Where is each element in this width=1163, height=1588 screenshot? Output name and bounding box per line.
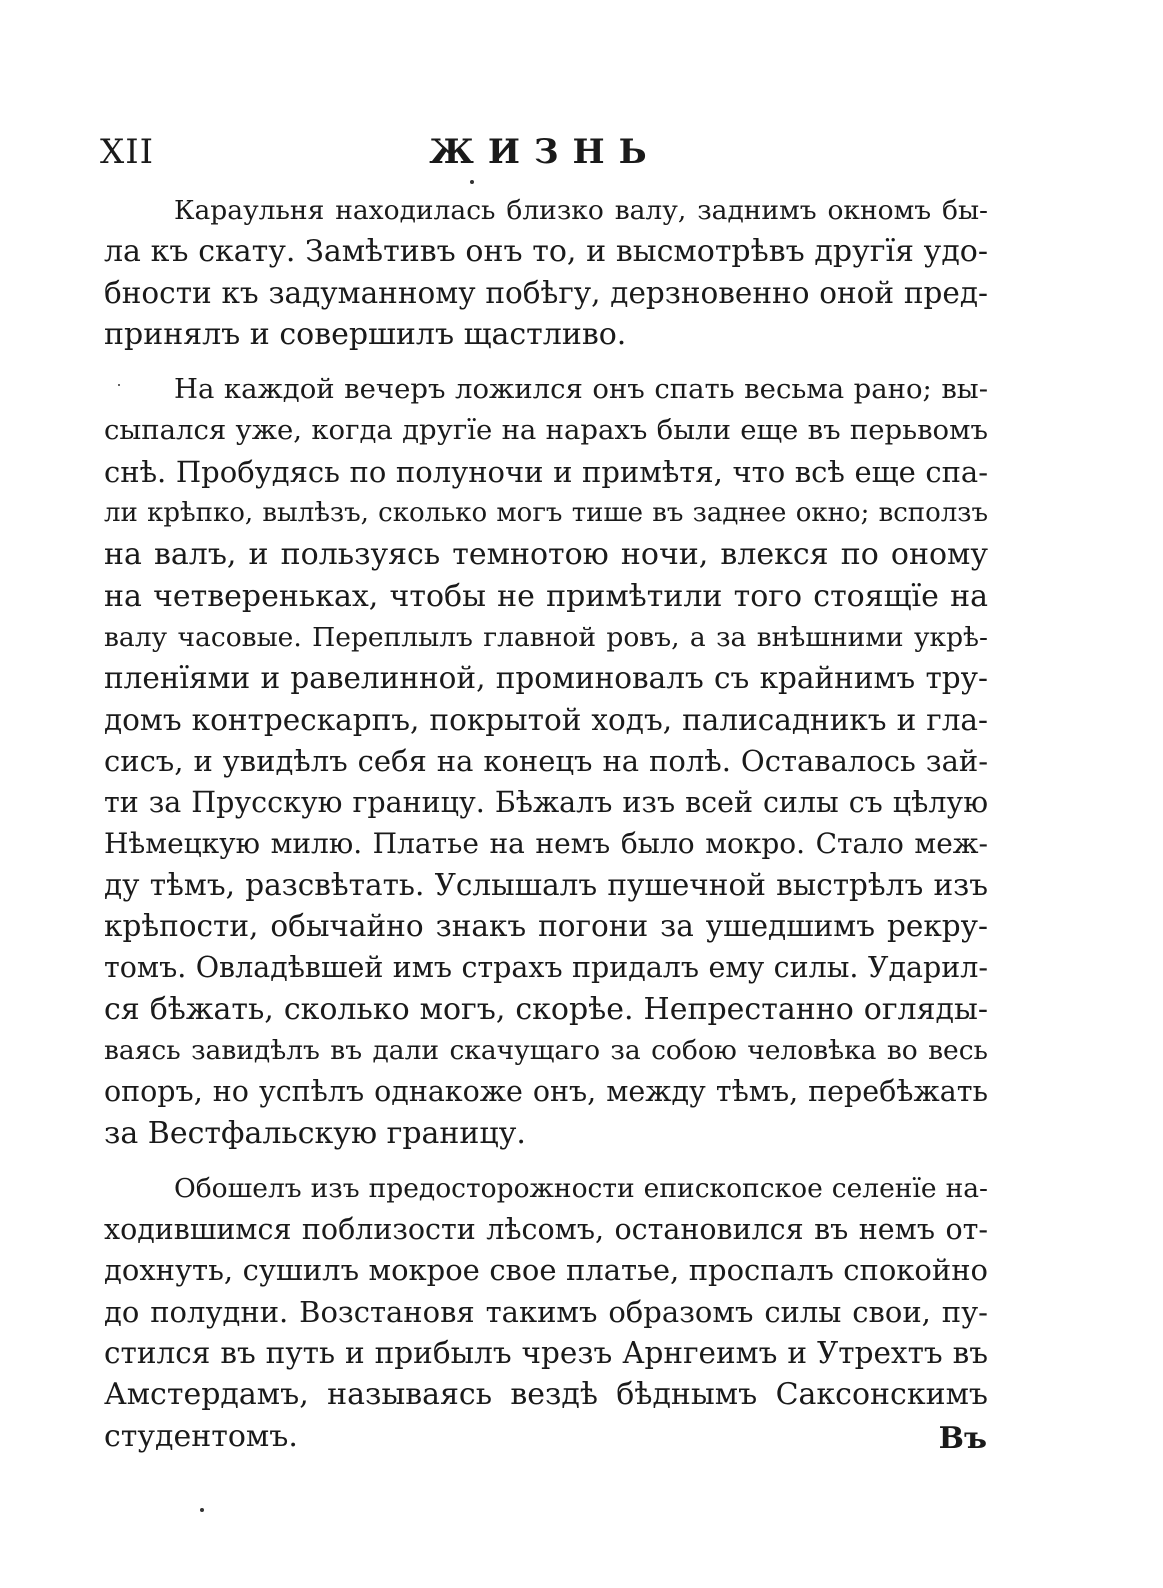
text-line: снѣ. Пробудясь по полуночи и примѣтя, что всѣ еще спа- — [104, 454, 988, 489]
ink-speck — [200, 1508, 204, 1512]
text-line: опоръ, но успѣлъ однакоже онъ, между тѣмъ, перебѣжать — [104, 1075, 988, 1109]
paragraph-2 — [104, 369, 988, 1154]
text-line: сисъ, и увидѣлъ себя на конецъ на полѣ. Оставалось зай- — [104, 743, 988, 778]
page-number: XII — [100, 132, 155, 172]
text-line: крѣпости, обычайно знакъ погони за ушедшимъ рекру- — [104, 909, 988, 944]
text-line: пленїями и равелинной, проминовалъ съ крайнимъ тру- — [104, 661, 988, 696]
body-text — [104, 190, 988, 1457]
text-line: ся бѣжать, сколько могъ, скорѣе. Непрестанно огляды- — [104, 991, 988, 1027]
text-line: Обошелъ изъ предосторожности епископское селенїе на- — [174, 1172, 988, 1204]
text-line: ла къ скату. Замѣтивъ онъ то, и высмотрѣвъ другїя удо- — [104, 234, 988, 270]
text-line: Нѣмецкую милю. Платье на немъ было мокро. Стало меж- — [104, 827, 988, 861]
text-line: принялъ и совершилъ щастливо. — [104, 316, 627, 352]
ink-speck — [118, 384, 120, 386]
page-header — [100, 128, 990, 176]
catchword: Въ — [938, 1421, 987, 1456]
text-line: дохнуть, сушилъ мокрое свое платье, проспалъ спокойно — [104, 1253, 988, 1288]
text-line: бности къ задуманному побѣгу, дерзновенно оной пред- — [104, 275, 988, 310]
text-line: сыпался уже, когда другїе на нарахъ были еще въ перьвомъ — [104, 414, 988, 447]
ink-speck — [470, 180, 474, 184]
text-line: томъ. Овладѣвшей имъ страхъ придалъ ему силы. Ударил- — [104, 951, 988, 985]
text-line: до полудни. Возстановя такимъ образомъ силы свои, пу- — [104, 1294, 988, 1329]
text-line: ти за Прусскую границу. Бѣжалъ изъ всей силы съ цѣлую — [104, 786, 988, 820]
text-line: ваясь завидѣлъ въ дали скачущаго за собою человѣка во весь — [104, 1034, 988, 1066]
text-line: На каждой вечеръ ложился онъ спать весьма рано; вы- — [174, 373, 988, 406]
text-line: на валъ, и пользуясь темнотою ночи, влекся по оному — [104, 537, 988, 573]
text-line: Караульня находилась близко валу, заднимъ окномъ бы- — [174, 195, 988, 226]
text-line: ли крѣпко, вылѣзъ, сколько могъ тише въ заднее окно; всползъ — [104, 498, 988, 529]
text-line: домъ контрескарпъ, покрытой ходъ, палисадникъ и гла- — [104, 702, 988, 737]
text-line: ходившимся поблизости лѣсомъ, остановился въ немъ от- — [104, 1213, 988, 1247]
paragraph-3 — [104, 1168, 988, 1457]
text-line: за Вестфальскую границу. — [104, 1115, 526, 1151]
text-line: валу часовые. Переплылъ главной ровъ, а за внѣшними укрѣ- — [104, 621, 988, 653]
text-line: студентомъ. — [104, 1418, 298, 1454]
text-line: стился въ путь и прибылъ чрезъ Арнгеимъ и Утрехтъ въ — [104, 1336, 988, 1371]
text-line: на четвереньках, чтобы не примѣтили того стоящїе на — [104, 578, 988, 614]
running-title: ЖИЗНЬ — [429, 132, 661, 172]
text-line: ду тѣмъ, разсвѣтать. Услышалъ пушечной выстрѣлъ изъ — [104, 867, 988, 902]
paragraph-1 — [104, 190, 988, 355]
text-line: Амстердамъ, называясь вездѣ бѣднымъ Саксонскимъ — [104, 1377, 988, 1413]
